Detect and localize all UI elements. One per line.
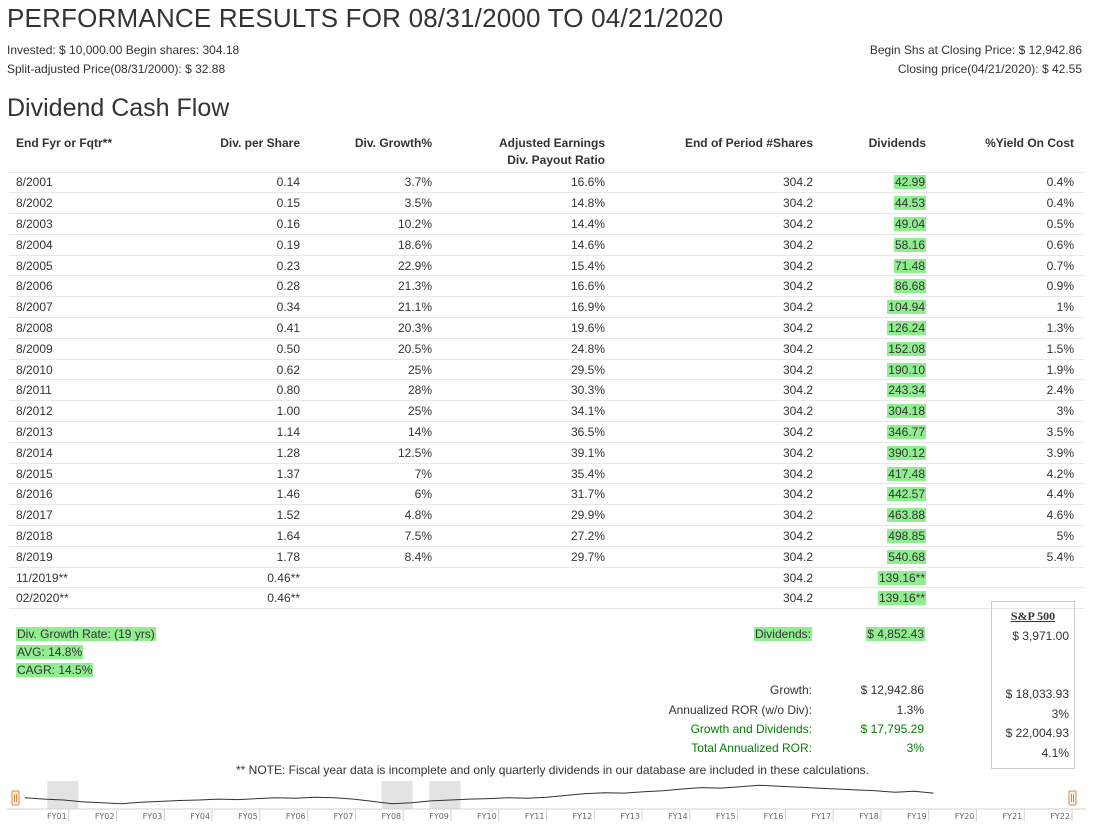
payout-cell: 36.5% — [432, 422, 605, 443]
yield-cell: 3.5% — [926, 422, 1084, 443]
dps-cell: 1.00 — [129, 401, 300, 422]
div-growth-rate-label: Div. Growth Rate: (19 yrs) — [17, 627, 155, 641]
dps-cell: 1.37 — [129, 463, 300, 484]
table-header-row — [9, 131, 1084, 172]
dividends-cell — [813, 567, 926, 588]
growth-cell: 22.9% — [300, 255, 432, 276]
sp500-title[interactable]: S&P 500 — [1010, 609, 1056, 623]
payout-cell: 39.1% — [432, 442, 605, 463]
col-header-shares[interactable]: End of Period #Shares — [684, 136, 813, 150]
table-row — [9, 276, 1084, 297]
total-ror-label: Total Annualized ROR: — [691, 741, 812, 755]
growth-cell: 21.1% — [300, 297, 432, 318]
col-header-payout-line1: Adjusted Earnings — [498, 136, 605, 150]
shares-cell: 304.2 — [605, 359, 813, 380]
shares-cell: 304.2 — [605, 193, 813, 214]
timeline-label-fy07: FY07 — [333, 812, 354, 821]
yield-cell: 2.4% — [926, 380, 1084, 401]
table-row — [9, 338, 1084, 359]
payout-cell: 34.1% — [432, 401, 605, 422]
dividends-cell — [813, 484, 926, 505]
table-row — [9, 484, 1084, 505]
timeline-label-fy03: FY03 — [142, 812, 163, 821]
payout-cell: 15.4% — [432, 255, 605, 276]
dividends-cell — [813, 380, 926, 401]
timeline-label-fy19: FY19 — [906, 812, 927, 821]
period-cell: 8/2012 — [9, 401, 129, 422]
payout-cell — [432, 588, 605, 609]
dps-cell: 1.52 — [129, 505, 300, 526]
shares-cell: 304.2 — [605, 546, 813, 567]
timeline-label-fy16: FY16 — [763, 812, 784, 821]
timeline-label-fy12: FY12 — [572, 812, 593, 821]
yield-cell: 0.4% — [926, 193, 1084, 214]
dps-cell: 0.14 — [129, 172, 300, 193]
payout-cell: 29.5% — [432, 359, 605, 380]
shares-cell: 304.2 — [605, 318, 813, 339]
shares-cell: 304.2 — [605, 463, 813, 484]
yield-cell: 4.2% — [926, 463, 1084, 484]
dps-cell: 1.78 — [129, 546, 300, 567]
shares-cell: 304.2 — [605, 214, 813, 235]
col-header-dps[interactable]: Div. per Share — [220, 136, 300, 150]
growth-cell: 3.5% — [300, 193, 432, 214]
dps-cell: 0.19 — [129, 234, 300, 255]
table-row — [9, 172, 1084, 193]
growth-cell: 8.4% — [300, 546, 432, 567]
yield-cell: 1% — [926, 297, 1084, 318]
yield-cell: 0.6% — [926, 234, 1084, 255]
dividends-cell — [813, 297, 926, 318]
growth-value: $ 12,942.86 — [860, 683, 924, 697]
dividends-cell — [813, 172, 926, 193]
timeline-label-fy08: FY08 — [381, 812, 402, 821]
dividends-highlight: 190.10 — [888, 362, 925, 377]
growth-cell: 28% — [300, 380, 432, 401]
dividends-cell — [813, 193, 926, 214]
table-row — [9, 442, 1084, 463]
dps-cell: 1.28 — [129, 442, 300, 463]
period-cell: 11/2019** — [9, 567, 129, 588]
period-cell: 8/2010 — [9, 359, 129, 380]
page-title: PERFORMANCE RESULTS FOR 08/31/2000 TO 04/21/2020 — [7, 3, 724, 33]
period-cell: 8/2001 — [9, 172, 129, 193]
growth-cell: 14% — [300, 422, 432, 443]
table-row — [9, 255, 1084, 276]
begin-shares-value-info: Begin Shs at Closing Price: $ 12,942.86 — [869, 43, 1082, 57]
growth-cell: 20.5% — [300, 338, 432, 359]
shares-cell: 304.2 — [605, 234, 813, 255]
timeline-label-fy17: FY17 — [811, 812, 832, 821]
yield-cell: 4.4% — [926, 484, 1084, 505]
growth-cell: 6% — [300, 484, 432, 505]
yield-cell: 3% — [926, 401, 1084, 422]
invested-info: Invested: $ 10,000.00 Begin shares: 304.18 — [7, 43, 240, 57]
col-header-payout-line2: Div. Payout Ratio — [507, 153, 605, 167]
dividends-cell — [813, 546, 926, 567]
right-range-handle[interactable] — [1069, 791, 1076, 805]
dividends-cell — [813, 401, 926, 422]
sp500-ror-value: 3% — [1051, 707, 1069, 721]
col-header-yield[interactable]: %Yield On Cost — [985, 136, 1074, 150]
dividends-cell — [813, 214, 926, 235]
timeline-range-selector[interactable] — [7, 779, 1086, 825]
payout-cell: 30.3% — [432, 380, 605, 401]
dps-cell: 0.28 — [129, 276, 300, 297]
table-row — [9, 359, 1084, 380]
table-row — [9, 193, 1084, 214]
timeline-price-line — [25, 785, 934, 803]
dividends-highlight: 304.18 — [888, 404, 925, 419]
sp500-dividends-value: $ 3,971.00 — [1012, 629, 1069, 643]
yield-cell: 1.3% — [926, 318, 1084, 339]
period-cell: 8/2014 — [9, 442, 129, 463]
period-cell: 8/2009 — [9, 338, 129, 359]
dividends-cell — [813, 359, 926, 380]
table-row — [9, 463, 1084, 484]
shares-cell: 304.2 — [605, 338, 813, 359]
dividends-highlight: 71.48 — [894, 258, 925, 273]
section-title: Dividend Cash Flow — [7, 94, 230, 122]
timeline-shade-fy01 — [47, 781, 78, 809]
shares-cell: 304.2 — [605, 588, 813, 609]
shares-cell: 304.2 — [605, 505, 813, 526]
growth-cell — [300, 567, 432, 588]
table-row — [9, 318, 1084, 339]
col-header-growth[interactable]: Div. Growth% — [354, 136, 432, 150]
dps-cell: 0.23 — [129, 255, 300, 276]
growth-dividends-value: $ 17,795.29 — [860, 722, 924, 736]
period-cell: 8/2004 — [9, 234, 129, 255]
dps-cell: 0.80 — [129, 380, 300, 401]
table-row — [9, 297, 1084, 318]
sp500-comparison-box — [991, 601, 1075, 769]
timeline-shade-fy08 — [382, 781, 413, 809]
timeline-label-fy14: FY14 — [668, 812, 688, 821]
payout-cell: 24.8% — [432, 338, 605, 359]
annualized-ror-label: Annualized ROR (w/o Div): — [668, 703, 812, 717]
dividends-cell — [813, 526, 926, 547]
yield-cell: 5.4% — [926, 546, 1084, 567]
period-cell: 8/2006 — [9, 276, 129, 297]
dps-cell: 0.41 — [129, 318, 300, 339]
table-row — [9, 214, 1084, 235]
growth-cell: 25% — [300, 359, 432, 380]
dps-cell: 1.14 — [129, 422, 300, 443]
dividends-highlight: 104.94 — [888, 300, 925, 315]
growth-cell: 4.8% — [300, 505, 432, 526]
shares-cell: 304.2 — [605, 567, 813, 588]
left-range-handle[interactable] — [12, 791, 19, 805]
shares-cell: 304.2 — [605, 422, 813, 443]
table-row — [9, 546, 1084, 567]
yield-cell: 1.5% — [926, 338, 1084, 359]
table-row — [9, 526, 1084, 547]
fiscal-year-note: ** NOTE: Fiscal year data is incomplete and only quarterly dividends in our database are included in these calculations. — [236, 763, 870, 777]
table-row — [9, 380, 1084, 401]
payout-cell: 19.6% — [432, 318, 605, 339]
col-header-dividends[interactable]: Dividends — [868, 136, 926, 150]
dividends-highlight: 126.24 — [888, 320, 925, 335]
dividends-highlight: 42.99 — [894, 175, 925, 190]
shares-cell: 304.2 — [605, 484, 813, 505]
timeline-label-fy09: FY09 — [429, 812, 449, 821]
period-cell: 8/2015 — [9, 463, 129, 484]
dividends-highlight: 442.57 — [888, 487, 925, 502]
dps-cell: 0.15 — [129, 193, 300, 214]
growth-cell: 18.6% — [300, 234, 432, 255]
payout-cell: 16.6% — [432, 172, 605, 193]
dividends-cell — [813, 588, 926, 609]
timeline-labels — [47, 812, 1070, 821]
payout-cell: 31.7% — [432, 484, 605, 505]
dps-cell: 0.62 — [129, 359, 300, 380]
timeline-label-fy18: FY18 — [859, 812, 879, 821]
table-row — [9, 422, 1084, 443]
growth-cell: 21.3% — [300, 276, 432, 297]
payout-cell — [432, 567, 605, 588]
dps-cell: 1.46 — [129, 484, 300, 505]
dividends-highlight: 49.04 — [894, 216, 925, 231]
timeline-label-fy15: FY15 — [715, 812, 736, 821]
dividend-table — [9, 131, 1084, 609]
sp500-growth-dividends-value: $ 22,004.93 — [1005, 726, 1069, 740]
growth-cell: 7% — [300, 463, 432, 484]
dividends-highlight: 540.68 — [888, 549, 925, 564]
dps-cell: 0.34 — [129, 297, 300, 318]
timeline-label-fy11: FY11 — [524, 812, 545, 821]
period-cell: 8/2007 — [9, 297, 129, 318]
payout-cell: 29.9% — [432, 505, 605, 526]
table-row — [9, 234, 1084, 255]
dividends-highlight: 86.68 — [894, 279, 925, 294]
dividends-highlight: 44.53 — [894, 196, 925, 211]
period-cell: 8/2003 — [9, 214, 129, 235]
timeline-label-fy04: FY04 — [190, 812, 211, 821]
timeline-label-fy06: FY06 — [285, 812, 306, 821]
dividends-cell — [813, 338, 926, 359]
table-row — [9, 401, 1084, 422]
payout-cell: 14.4% — [432, 214, 605, 235]
growth-cell: 3.7% — [300, 172, 432, 193]
shares-cell: 304.2 — [605, 442, 813, 463]
shares-cell: 304.2 — [605, 276, 813, 297]
timeline-shaded-periods — [47, 781, 460, 809]
timeline-label-fy02: FY02 — [94, 812, 115, 821]
yield-cell: 0.7% — [926, 255, 1084, 276]
payout-cell: 14.6% — [432, 234, 605, 255]
growth-cell: 25% — [300, 401, 432, 422]
dividends-cell — [813, 255, 926, 276]
dps-cell: 0.46** — [129, 567, 300, 588]
total-ror-value: 3% — [906, 741, 924, 755]
dividends-highlight: 152.08 — [888, 341, 925, 356]
payout-cell: 35.4% — [432, 463, 605, 484]
dividends-cell — [813, 234, 926, 255]
yield-cell: 5% — [926, 526, 1084, 547]
col-header-period[interactable]: End Fyr or Fqtr** — [16, 136, 113, 150]
payout-cell: 27.2% — [432, 526, 605, 547]
period-cell: 8/2019 — [9, 546, 129, 567]
col-header-payout[interactable] — [432, 131, 605, 172]
yield-cell: 1.9% — [926, 359, 1084, 380]
dividends-total-label: Dividends: — [754, 627, 811, 641]
growth-cell: 12.5% — [300, 442, 432, 463]
dividends-highlight: 58.16 — [894, 237, 925, 252]
timeline-label-fy22: FY22 — [1050, 812, 1070, 821]
shares-cell: 304.2 — [605, 526, 813, 547]
period-cell: 8/2008 — [9, 318, 129, 339]
shares-cell: 304.2 — [605, 380, 813, 401]
timeline-label-fy21: FY21 — [1002, 812, 1023, 821]
cagr-label: CAGR: 14.5% — [17, 663, 93, 677]
growth-cell: 20.3% — [300, 318, 432, 339]
timeline-shade-fy09 — [429, 781, 460, 809]
dps-cell: 1.64 — [129, 526, 300, 547]
growth-cell: 7.5% — [300, 526, 432, 547]
dividends-cell — [813, 422, 926, 443]
payout-cell: 16.6% — [432, 276, 605, 297]
period-cell: 02/2020** — [9, 588, 129, 609]
growth-label: Growth: — [769, 683, 812, 697]
shares-cell: 304.2 — [605, 401, 813, 422]
yield-cell: 0.4% — [926, 172, 1084, 193]
yield-cell: 0.5% — [926, 214, 1084, 235]
sp500-growth-value: $ 18,033.93 — [1005, 687, 1069, 701]
yield-cell — [926, 567, 1084, 588]
period-cell: 8/2017 — [9, 505, 129, 526]
yield-cell: 4.6% — [926, 505, 1084, 526]
dividends-highlight: 139.16** — [878, 570, 925, 585]
period-cell: 8/2016 — [9, 484, 129, 505]
timeline-label-fy13: FY13 — [620, 812, 640, 821]
yield-cell: 0.9% — [926, 276, 1084, 297]
shares-cell: 304.2 — [605, 297, 813, 318]
dividends-highlight: 243.34 — [888, 383, 925, 398]
avg-growth-label: AVG: 14.8% — [17, 645, 83, 659]
table-row — [9, 588, 1084, 609]
dividends-highlight: 417.48 — [888, 466, 925, 481]
yield-cell: 3.9% — [926, 442, 1084, 463]
shares-cell: 304.2 — [605, 255, 813, 276]
dividends-highlight: 390.12 — [888, 445, 925, 460]
dividends-total-value: $ 4,852.43 — [867, 627, 924, 641]
dps-cell: 0.46** — [129, 588, 300, 609]
dps-cell: 0.16 — [129, 214, 300, 235]
table-row — [9, 567, 1084, 588]
dividends-cell — [813, 442, 926, 463]
period-cell: 8/2018 — [9, 526, 129, 547]
payout-cell: 29.7% — [432, 546, 605, 567]
growth-cell — [300, 588, 432, 609]
period-cell: 8/2011 — [9, 380, 129, 401]
dividends-cell — [813, 505, 926, 526]
split-price-info: Split-adjusted Price(08/31/2000): $ 32.88 — [7, 62, 226, 76]
dividends-cell — [813, 276, 926, 297]
payout-cell: 16.9% — [432, 297, 605, 318]
period-cell: 8/2002 — [9, 193, 129, 214]
period-cell: 8/2005 — [9, 255, 129, 276]
annualized-ror-value: 1.3% — [896, 703, 924, 717]
dividends-cell — [813, 318, 926, 339]
timeline-label-fy20: FY20 — [954, 812, 975, 821]
timeline-label-fy10: FY10 — [477, 812, 497, 821]
payout-cell: 14.8% — [432, 193, 605, 214]
timeline-label-fy05: FY05 — [238, 812, 258, 821]
dividends-highlight: 498.85 — [888, 528, 925, 543]
dps-cell: 0.50 — [129, 338, 300, 359]
dividends-highlight: 346.77 — [888, 424, 925, 439]
dividends-highlight: 139.16** — [878, 591, 925, 606]
growth-cell: 10.2% — [300, 214, 432, 235]
dividends-cell — [813, 463, 926, 484]
table-row — [9, 505, 1084, 526]
dividends-highlight: 463.88 — [888, 508, 925, 523]
timeline-label-fy01: FY01 — [47, 812, 67, 821]
closing-price-info: Closing price(04/21/2020): $ 42.55 — [897, 62, 1082, 76]
period-cell: 8/2013 — [9, 422, 129, 443]
sp500-total-ror-value: 4.1% — [1041, 746, 1069, 760]
growth-dividends-label: Growth and Dividends: — [690, 722, 812, 736]
shares-cell: 304.2 — [605, 172, 813, 193]
